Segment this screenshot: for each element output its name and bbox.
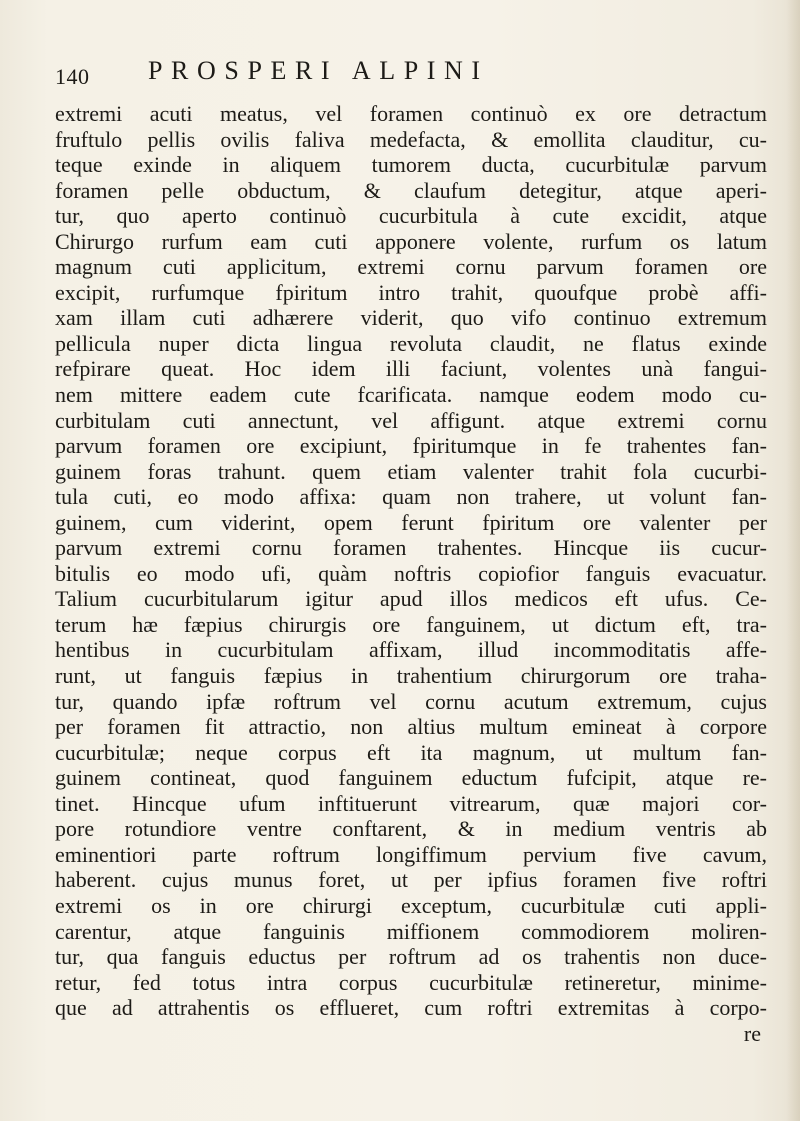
text-line: curbitulam cuti annectunt, vel affigunt. atque extremi cornu xyxy=(55,407,767,433)
page-number: 140 xyxy=(55,64,90,89)
text-line: refpirare queat. Hoc idem illi faciunt, volentes unà fangui- xyxy=(55,356,767,382)
text-line: tur, quo aperto continuò cucurbitula à cute excidit, atque xyxy=(55,203,767,229)
text-line: terum hæ fæpius chirurgis ore fanguinem, ut dictum eft, tra- xyxy=(55,611,767,637)
text-line: eminentiori parte roftrum longiffimum pervium five cavum, xyxy=(55,841,767,867)
text-line: parvum extremi cornu foramen trahentes. Hincque iis cucur- xyxy=(55,535,767,561)
text-line: tur, quando ipfæ roftrum vel cornu acutum extremum, cujus xyxy=(55,688,767,714)
text-line: teque exinde in aliquem tumorem ducta, cucurbitulæ parvum xyxy=(55,152,767,178)
text-line: extremi os in ore chirurgi exceptum, cucurbitulæ cuti appli- xyxy=(55,892,767,918)
text-line: Talium cucurbitularum igitur apud illos medicos eft ufus. Ce- xyxy=(55,586,767,612)
text-line: guinem, cum viderint, opem ferunt fpiritum ore valenter per xyxy=(55,509,767,535)
text-line: retur, fed totus intra corpus cucurbitulæ retineretur, minime- xyxy=(55,969,767,995)
running-head xyxy=(55,56,755,92)
text-line: magnum cuti applicitum, extremi cornu parvum foramen ore xyxy=(55,254,767,280)
text-line: que ad attrahentis os efflueret, cum roftri extremitas à corpo- xyxy=(55,995,767,1021)
text-line: runt, ut fanguis fæpius in trahentium chirurgorum ore traha- xyxy=(55,663,767,689)
text-line: haberent. cujus munus foret, ut per ipfius foramen five roftri xyxy=(55,867,767,893)
text-line: carentur, atque fanguinis miffionem commodiorem moliren- xyxy=(55,918,767,944)
text-line: pellicula nuper dicta lingua revoluta claudit, ne flatus exinde xyxy=(55,330,767,356)
text-line: guinem foras trahunt. quem etiam valenter trahit fola cucurbi- xyxy=(55,458,767,484)
text-line: Chirurgo rurfum eam cuti apponere volente, rurfum os latum xyxy=(55,228,767,254)
text-line: foramen pelle obductum, & claufum detegitur, atque aperi- xyxy=(55,177,767,203)
text-line: pore rotundiore ventre conftarent, & in medium ventris ab xyxy=(55,816,767,842)
text-line: cucurbitulæ; neque corpus eft ita magnum, ut multum fan- xyxy=(55,739,767,765)
text-line: guinem contineat, quod fanguinem eductum fufcipit, atque re- xyxy=(55,765,767,791)
text-line: fruftulo pellis ovilis faliva medefacta, & emollita clauditur, cu- xyxy=(55,126,767,152)
text-line: hentibus in cucurbitulam affixam, illud incommoditatis affe- xyxy=(55,637,767,663)
text-line: extremi acuti meatus, vel foramen continuò ex ore detractum xyxy=(55,101,767,126)
text-line: xam illam cuti adhærere viderit, quo vifo continuo extremum xyxy=(55,305,767,331)
text-line: excipit, rurfumque fpiritum intro trahit, quoufque probè affi- xyxy=(55,279,767,305)
text-line: per foramen fit attractio, non altius multum emineat à corpore xyxy=(55,714,767,740)
text-line: tinet. Hincque ufum inftituerunt vitrearum, quæ majori cor- xyxy=(55,790,767,816)
body-text xyxy=(55,101,767,1046)
text-line: parvum foramen ore excipiunt, fpiritumque in fe trahentes fan- xyxy=(55,433,767,459)
text-line: bitulis eo modo ufi, quàm noftris copiofior fanguis evacuatur. xyxy=(55,560,767,586)
text-line: tur, qua fanguis eductus per roftrum ad os trahentis non duce- xyxy=(55,944,767,970)
text-line: tula cuti, eo modo affixa: quam non trahere, ut volunt fan- xyxy=(55,484,767,510)
catchword: re xyxy=(743,1020,761,1046)
running-title: PROSPERI ALPINI xyxy=(148,56,489,85)
text-line: nem mittere eadem cute fcarificata. namque eodem modo cu- xyxy=(55,382,767,408)
